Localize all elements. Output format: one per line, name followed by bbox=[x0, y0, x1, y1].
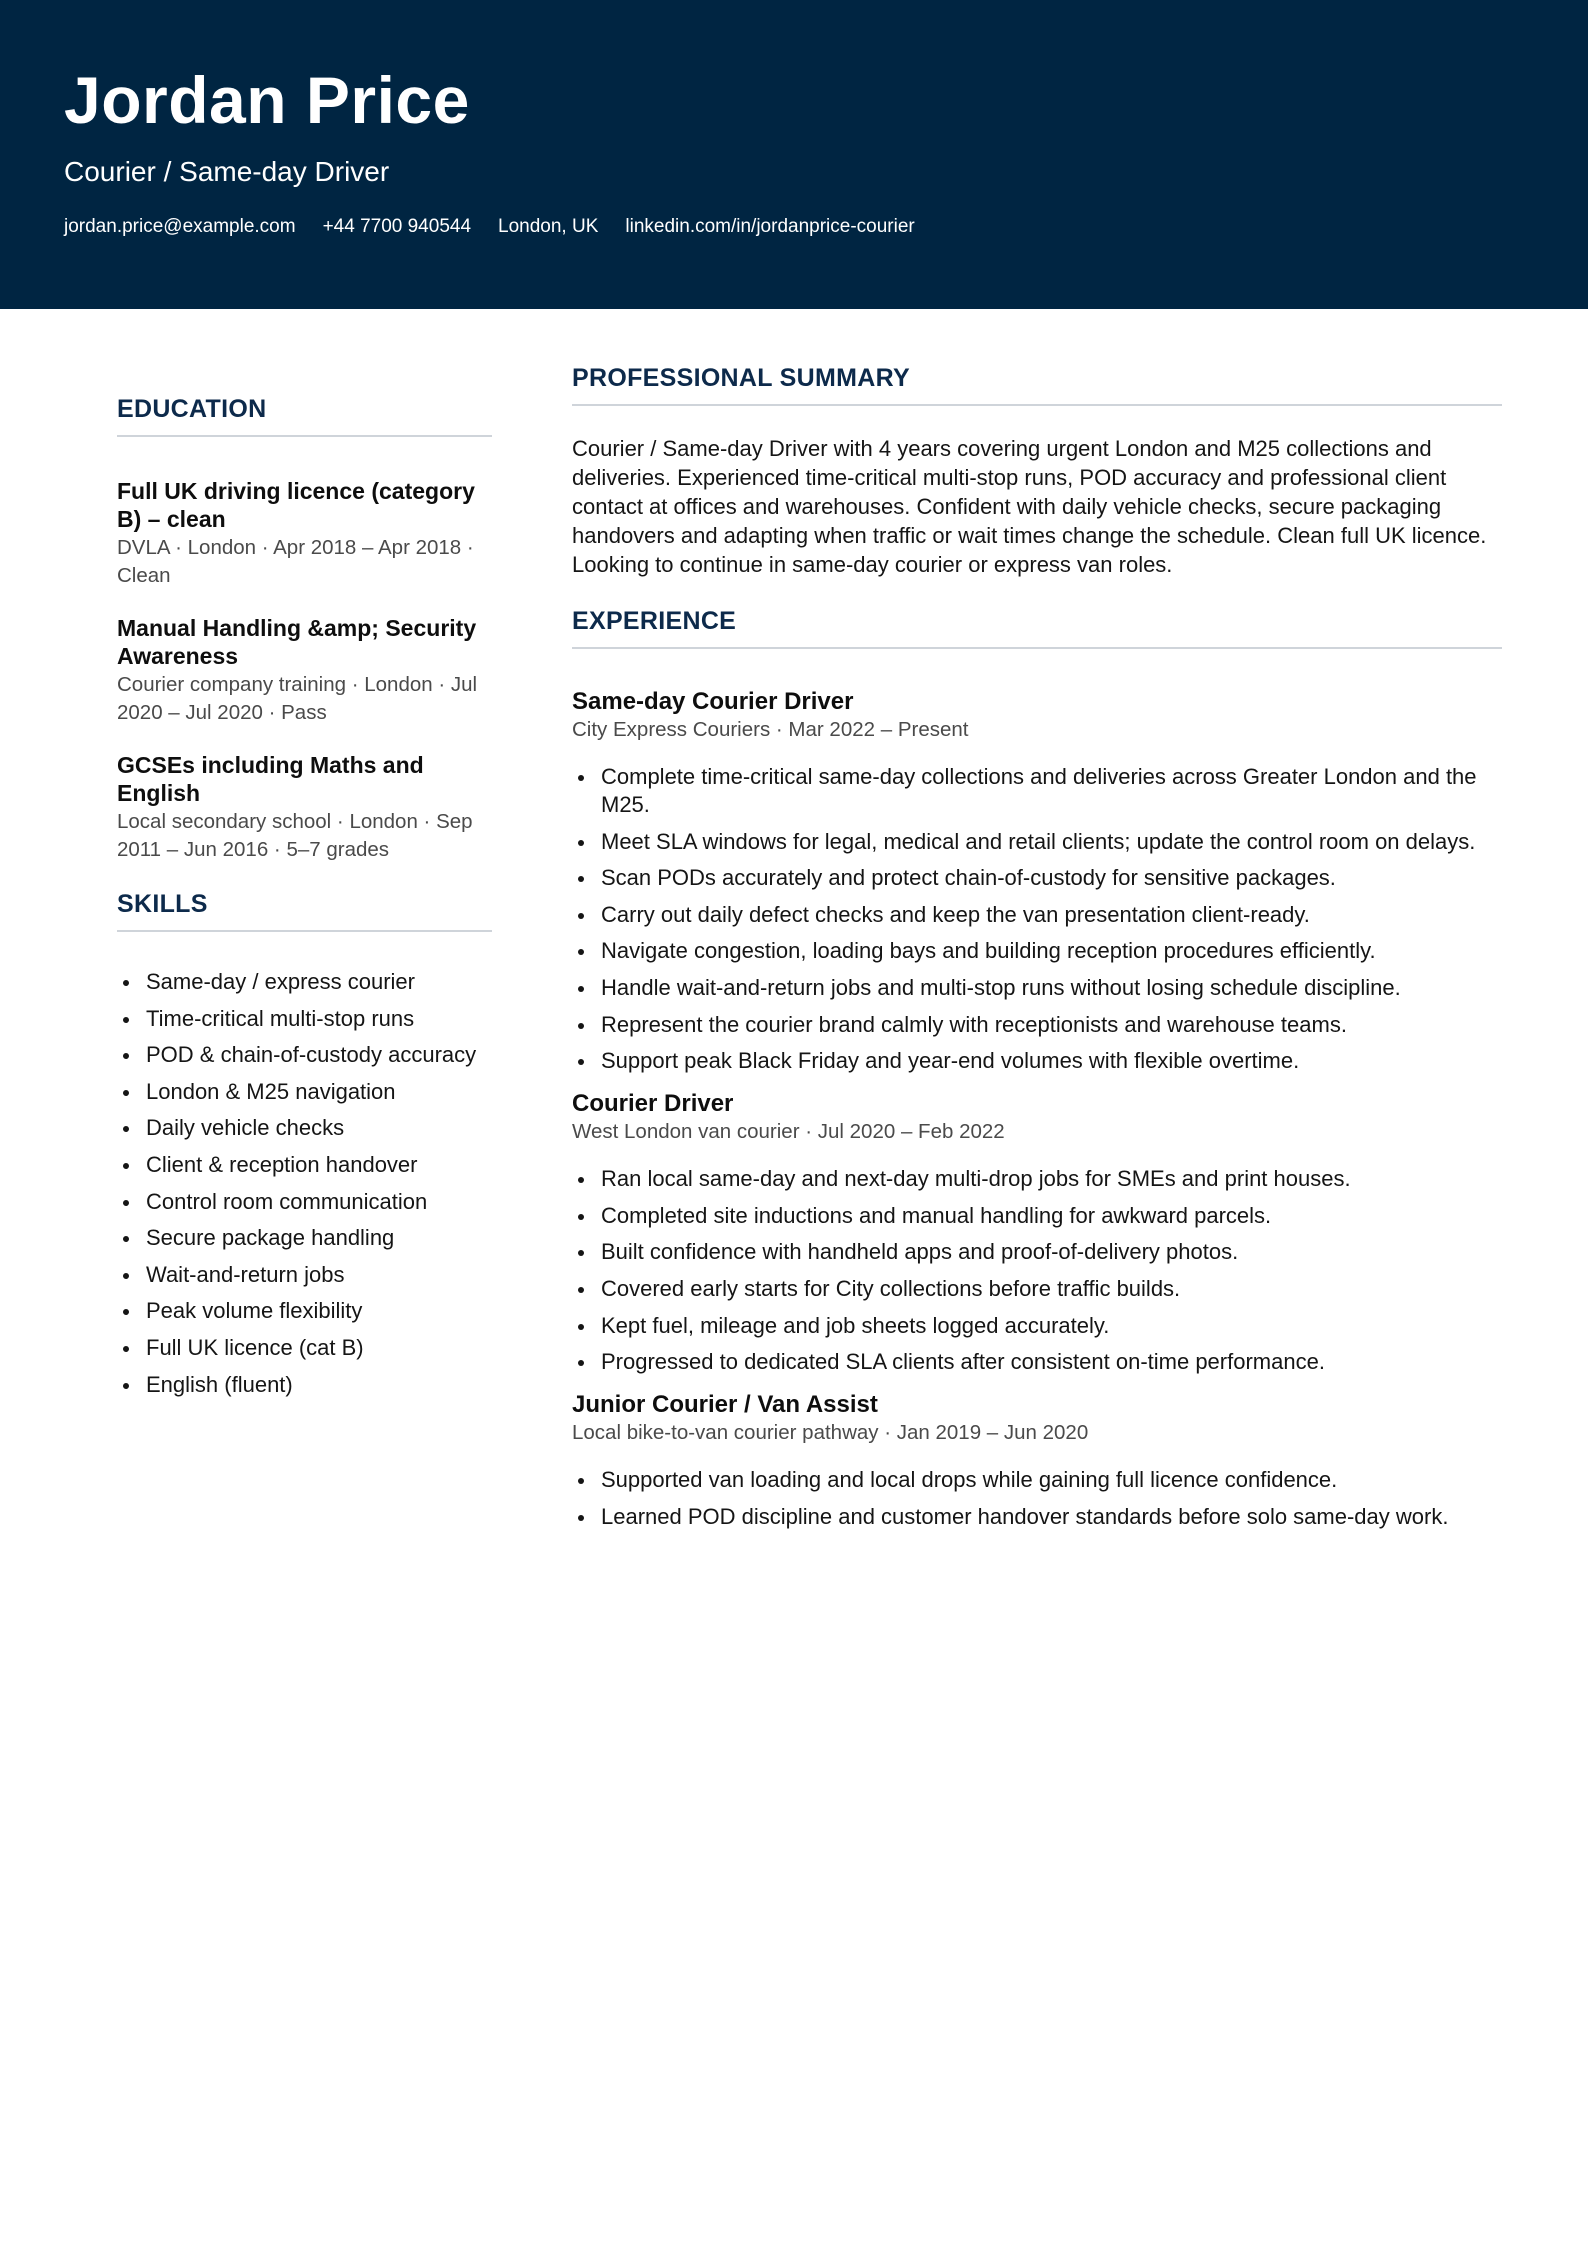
education-title: Manual Handling &amp; Security Awareness bbox=[117, 615, 477, 669]
job-bullet: Learned POD discipline and customer handover standards before solo same-day work. bbox=[572, 1503, 1502, 1531]
education-title: GCSEs including Maths and English bbox=[117, 752, 424, 806]
job-bullet: Handle wait-and-return jobs and multi-stop runs without losing schedule discipline. bbox=[572, 974, 1502, 1002]
section-divider bbox=[117, 930, 492, 932]
education-list bbox=[117, 477, 492, 864]
experience-section bbox=[572, 605, 1502, 1531]
contact-location: London, UK bbox=[498, 216, 599, 237]
job-bullet: Ran local same-day and next-day multi-drop jobs for SMEs and print houses. bbox=[572, 1165, 1502, 1193]
job-bullet: Support peak Black Friday and year-end volumes with flexible overtime. bbox=[572, 1047, 1502, 1075]
skill-item: Peak volume flexibility bbox=[117, 1297, 492, 1325]
job-bullet: Represent the courier brand calmly with receptionists and warehouse teams. bbox=[572, 1011, 1502, 1039]
contact-phone: +44 7700 940544 bbox=[322, 216, 472, 237]
skill-item: London & M25 navigation bbox=[117, 1078, 492, 1106]
summary-text: Courier / Same-day Driver with 4 years covering urgent London and M25 collections and deliveries. Experienced time-critical multi-stop runs, POD accuracy and professional client contact at offices and warehouses. Confident with daily vehicle checks, secure packaging handovers and adapting when traffic or wait times change the schedule. Clean full UK licence. Looking to continue in same-day courier or express van roles. bbox=[572, 436, 1487, 577]
section-divider bbox=[572, 647, 1502, 649]
job-bullet: Completed site inductions and manual handling for awkward parcels. bbox=[572, 1202, 1502, 1230]
job-meta: City Express Couriers · Mar 2022 – Present bbox=[572, 718, 969, 741]
job-bullets bbox=[572, 763, 1502, 1075]
skill-item: Secure package handling bbox=[117, 1224, 492, 1252]
job-entry bbox=[572, 1089, 1502, 1376]
right-column bbox=[572, 362, 1502, 1545]
summary-section bbox=[572, 362, 1502, 579]
education-section bbox=[117, 393, 492, 864]
job-bullet: Covered early starts for City collections before traffic builds. bbox=[572, 1275, 1502, 1303]
job-bullets bbox=[572, 1165, 1502, 1376]
job-bullet: Carry out daily defect checks and keep the van presentation client-ready. bbox=[572, 901, 1502, 929]
contact-linkedin: linkedin.com/in/jordanprice-courier bbox=[625, 216, 915, 237]
section-divider bbox=[117, 435, 492, 437]
skill-item: Same-day / express courier bbox=[117, 968, 492, 996]
job-title: Same-day Courier Driver bbox=[572, 688, 854, 715]
contact-email: jordan.price@example.com bbox=[64, 216, 296, 237]
summary-heading: PROFESSIONAL SUMMARY bbox=[572, 364, 910, 392]
skills-list bbox=[117, 968, 492, 1399]
job-bullet: Scan PODs accurately and protect chain-of-custody for sensitive packages. bbox=[572, 864, 1502, 892]
skill-item: Full UK licence (cat B) bbox=[117, 1334, 492, 1362]
job-entry bbox=[572, 687, 1502, 1075]
education-item bbox=[117, 751, 492, 864]
skill-item: Control room communication bbox=[117, 1188, 492, 1216]
contact-list bbox=[64, 215, 942, 239]
skills-section bbox=[117, 888, 492, 1399]
job-title: Courier Driver bbox=[572, 1090, 734, 1118]
education-heading: EDUCATION bbox=[117, 395, 267, 423]
job-meta: Local bike-to-van courier pathway · Jan 2019 – Jun 2020 bbox=[572, 1421, 1089, 1445]
job-meta: West London van courier · Jul 2020 – Feb 2022 bbox=[572, 1120, 1005, 1144]
skill-item: Wait-and-return jobs bbox=[117, 1261, 492, 1289]
job-bullet: Complete time-critical same-day collections and deliveries across Greater London and the M25. bbox=[572, 763, 1502, 819]
education-item bbox=[117, 614, 492, 727]
job-bullet: Kept fuel, mileage and job sheets logged accurately. bbox=[572, 1312, 1502, 1340]
left-column bbox=[117, 393, 492, 1407]
job-bullet: Meet SLA windows for legal, medical and retail clients; update the control room on delays. bbox=[572, 828, 1502, 856]
experience-heading: EXPERIENCE bbox=[572, 607, 737, 635]
job-bullets bbox=[572, 1466, 1502, 1531]
skill-item: POD & chain-of-custody accuracy bbox=[117, 1041, 492, 1069]
education-item bbox=[117, 477, 492, 590]
skill-item: English (fluent) bbox=[117, 1371, 492, 1399]
education-title: Full UK driving licence (category B) – clean bbox=[117, 478, 475, 532]
resume-header bbox=[0, 0, 1588, 309]
job-list bbox=[572, 687, 1502, 1531]
education-meta: DVLA · London · Apr 2018 – Apr 2018 · Clean bbox=[117, 536, 474, 587]
job-bullet: Supported van loading and local drops while gaining full licence confidence. bbox=[572, 1466, 1502, 1494]
section-divider bbox=[572, 404, 1502, 406]
skill-item: Client & reception handover bbox=[117, 1151, 492, 1179]
skill-item: Daily vehicle checks bbox=[117, 1114, 492, 1142]
candidate-role: Courier / Same-day Driver bbox=[64, 156, 390, 187]
candidate-name: Jordan Price bbox=[64, 63, 470, 137]
skills-heading: SKILLS bbox=[117, 890, 208, 918]
job-bullet: Progressed to dedicated SLA clients after consistent on-time performance. bbox=[572, 1348, 1502, 1376]
skill-item: Time-critical multi-stop runs bbox=[117, 1005, 492, 1033]
job-title: Junior Courier / Van Assist bbox=[572, 1391, 878, 1419]
job-bullet: Built confidence with handheld apps and proof-of-delivery photos. bbox=[572, 1238, 1502, 1266]
education-meta: Courier company training · London · Jul 2020 – Jul 2020 · Pass bbox=[117, 673, 478, 724]
job-entry bbox=[572, 1390, 1502, 1531]
education-meta: Local secondary school · London · Sep 2011 – Jun 2016 · 5–7 grades bbox=[117, 810, 473, 861]
job-bullet: Navigate congestion, loading bays and building reception procedures efficiently. bbox=[572, 937, 1502, 965]
